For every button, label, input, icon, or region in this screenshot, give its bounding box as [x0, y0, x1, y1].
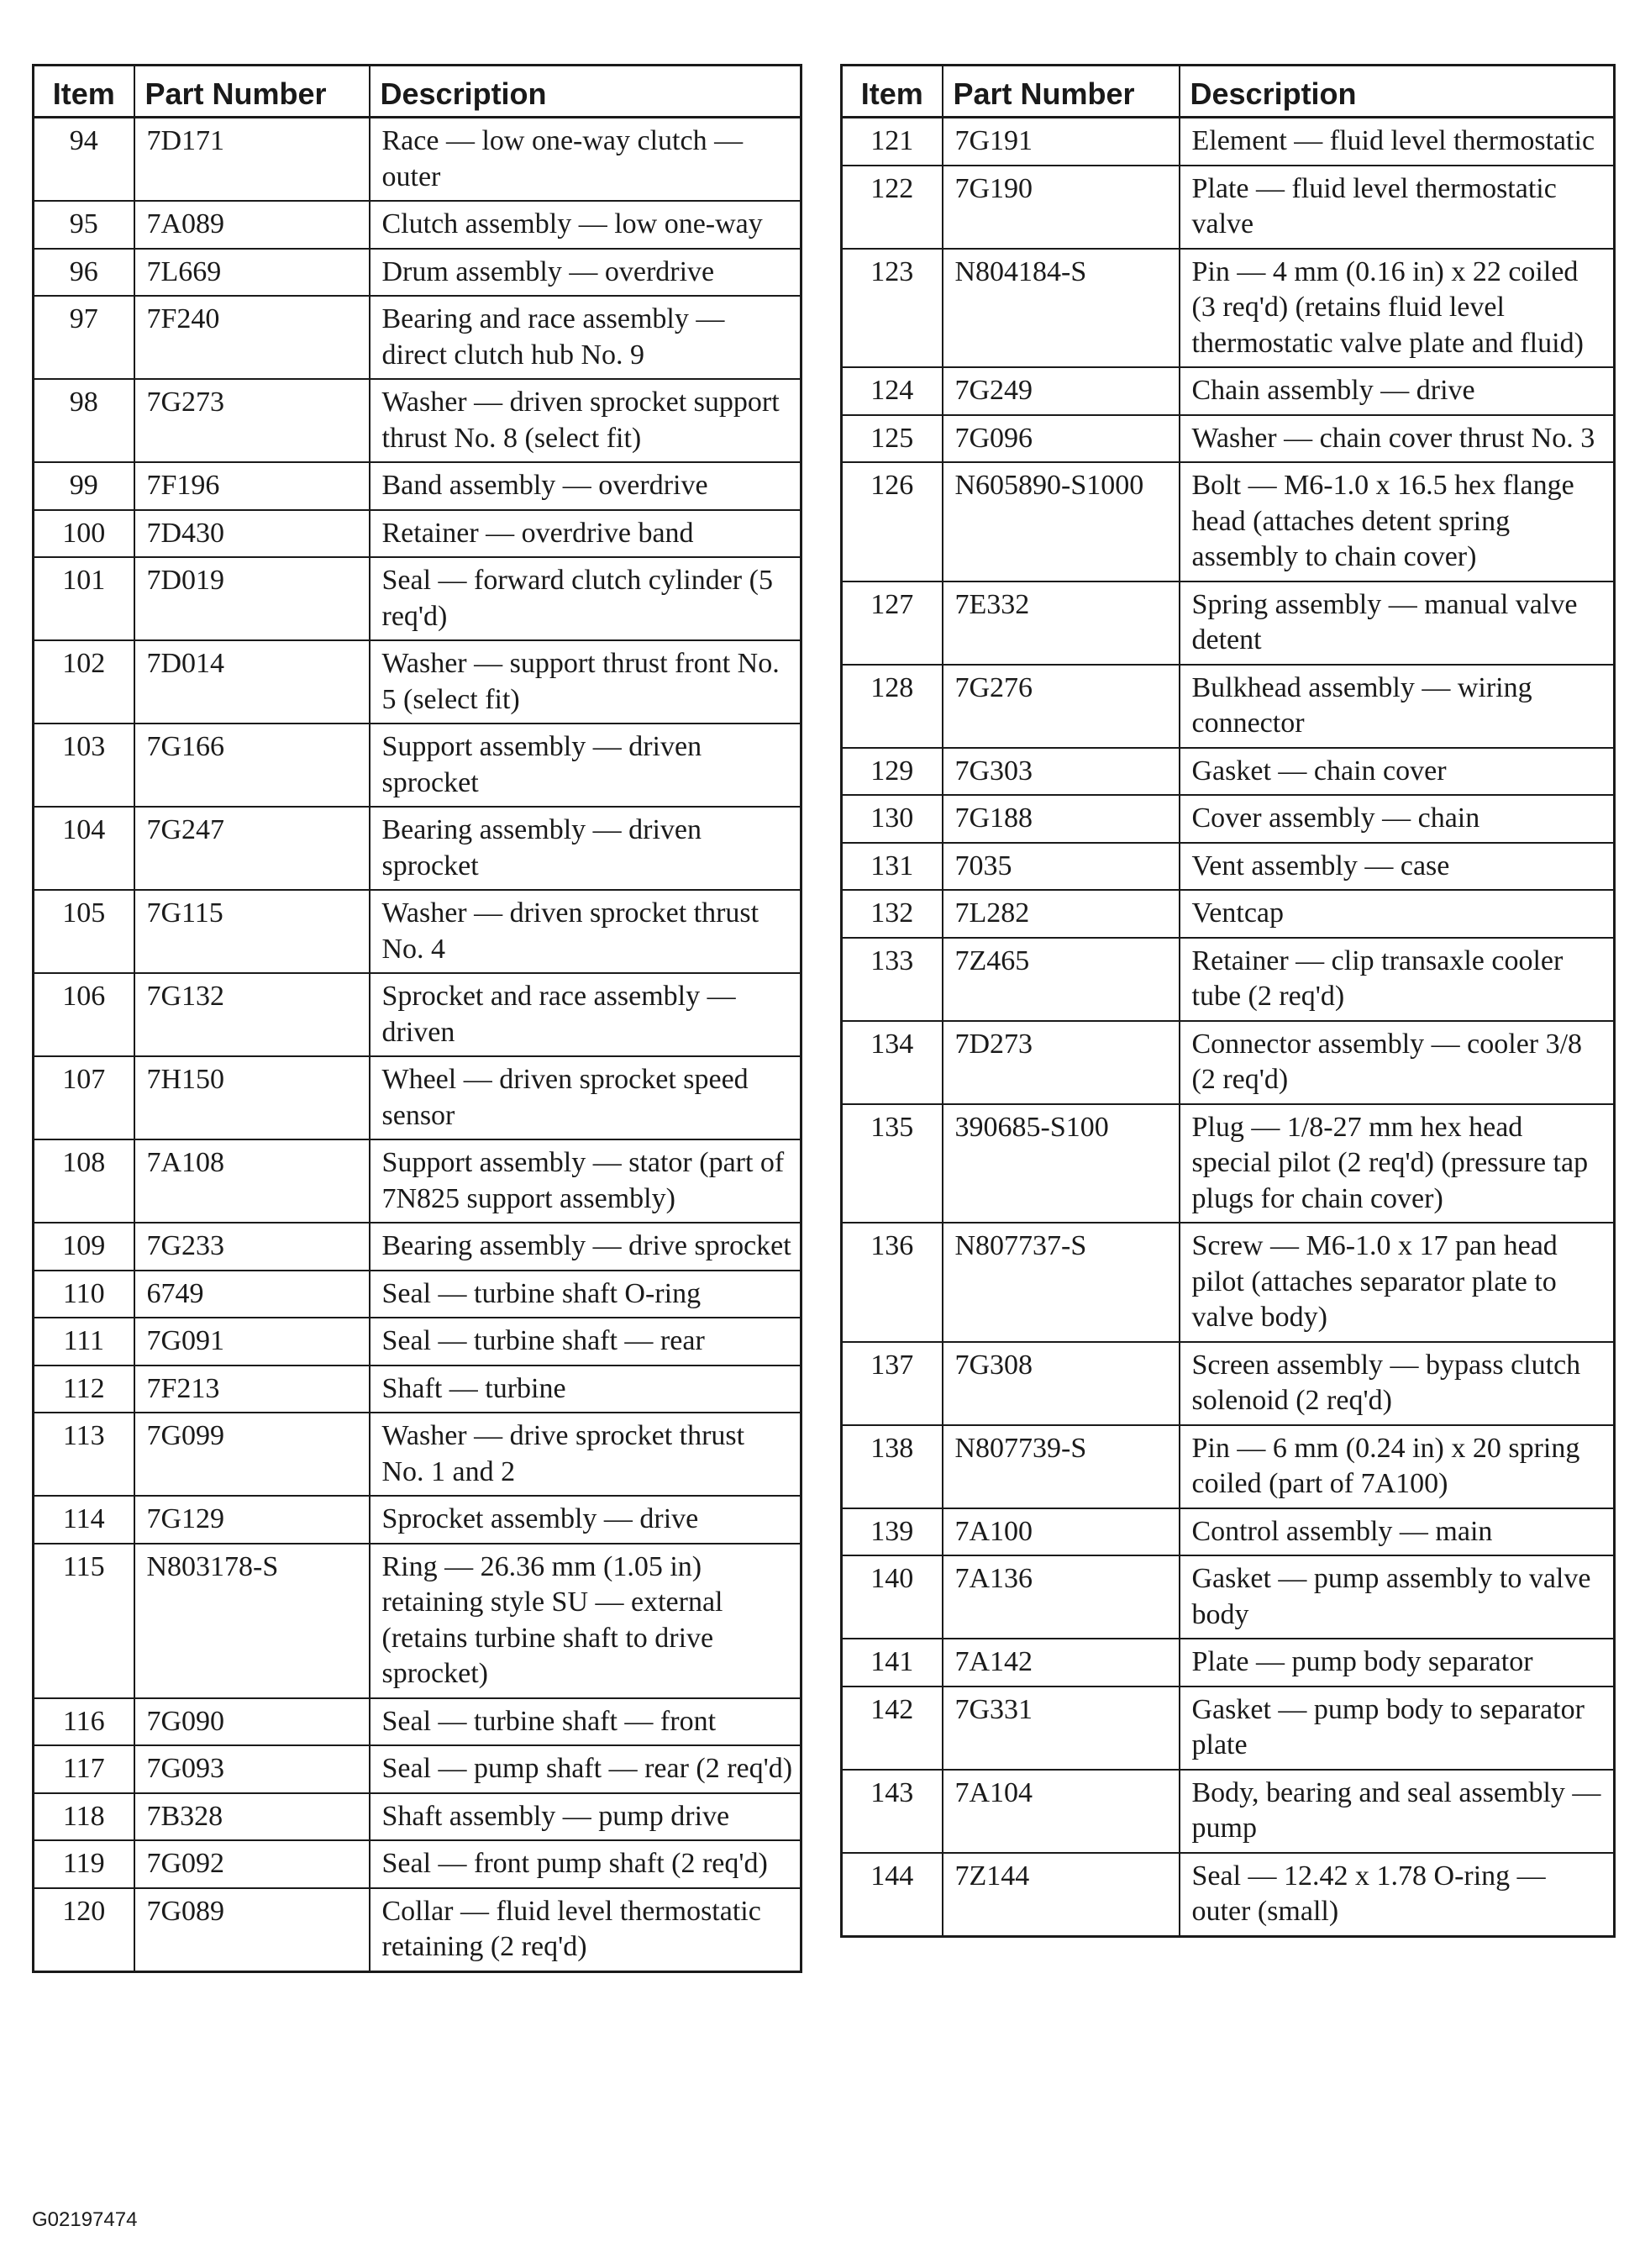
item-cell: 128 [842, 665, 943, 748]
part-number-cell: 7G303 [943, 748, 1180, 796]
description-cell: Race — low one-way clutch — outer [370, 118, 801, 202]
item-cell: 118 [34, 1793, 134, 1841]
table-row [34, 296, 801, 379]
part-number-cell: 7035 [943, 843, 1180, 891]
item-cell: 109 [34, 1223, 134, 1271]
table-row [842, 843, 1615, 891]
table-row [842, 1508, 1615, 1556]
description-cell: Band assembly — overdrive [370, 462, 801, 510]
table-row [842, 1770, 1615, 1853]
description-cell: Spring assembly — manual valve detent [1180, 581, 1615, 665]
item-cell: 100 [34, 510, 134, 558]
description-cell: Clutch assembly — low one-way [370, 201, 801, 249]
description-cell: Washer — driven sprocket support thrust No. 8 (select fit) [370, 379, 801, 462]
part-number-cell: 7G273 [134, 379, 370, 462]
description-cell: Sprocket and race assembly — driven [370, 973, 801, 1056]
item-cell: 106 [34, 973, 134, 1056]
table-row [34, 1888, 801, 1972]
part-number-cell: 7G090 [134, 1698, 370, 1746]
description-cell: Drum assembly — overdrive [370, 249, 801, 297]
item-cell: 99 [34, 462, 134, 510]
description-cell: Washer — chain cover thrust No. 3 [1180, 415, 1615, 463]
part-number-cell: 7G132 [134, 973, 370, 1056]
table-row [34, 249, 801, 297]
table-row [842, 462, 1615, 581]
table-row [34, 1496, 801, 1544]
item-cell: 140 [842, 1555, 943, 1639]
part-number-cell: 7A104 [943, 1770, 1180, 1853]
item-cell: 108 [34, 1139, 134, 1223]
part-number-cell: 7A100 [943, 1508, 1180, 1556]
item-cell: 114 [34, 1496, 134, 1544]
item-cell: 97 [34, 296, 134, 379]
table-row [842, 1021, 1615, 1104]
item-cell: 98 [34, 379, 134, 462]
part-number-cell: 7A108 [134, 1139, 370, 1223]
description-cell: Support assembly — stator (part of 7N825 support assembly) [370, 1139, 801, 1223]
item-cell: 129 [842, 748, 943, 796]
description-cell: Bearing assembly — drive sprocket [370, 1223, 801, 1271]
description-cell: Plate — pump body separator [1180, 1639, 1615, 1687]
item-cell: 115 [34, 1544, 134, 1698]
description-cell: Gasket — chain cover [1180, 748, 1615, 796]
description-cell: Screw — M6-1.0 x 17 pan head pilot (attaches separator plate to valve body) [1180, 1223, 1615, 1342]
item-cell: 121 [842, 118, 943, 166]
item-cell: 130 [842, 795, 943, 843]
part-number-cell: 7G188 [943, 795, 1180, 843]
item-cell: 124 [842, 367, 943, 415]
item-cell: 127 [842, 581, 943, 665]
item-cell: 141 [842, 1639, 943, 1687]
item-cell: 101 [34, 557, 134, 640]
table-row [34, 1698, 801, 1746]
part-number-cell: 6749 [134, 1271, 370, 1318]
table-row [34, 1793, 801, 1841]
column-header-description: Description [1180, 66, 1615, 118]
parts-table-left [32, 64, 802, 1973]
part-number-cell: 7H150 [134, 1056, 370, 1139]
column-header-description: Description [370, 66, 801, 118]
description-cell: Retainer — overdrive band [370, 510, 801, 558]
table-row [34, 1318, 801, 1366]
part-number-cell: 7G249 [943, 367, 1180, 415]
item-cell: 120 [34, 1888, 134, 1972]
description-cell: Control assembly — main [1180, 1508, 1615, 1556]
table-row [34, 1056, 801, 1139]
part-number-cell: 7B328 [134, 1793, 370, 1841]
column-header-part-number: Part Number [943, 66, 1180, 118]
part-number-cell: 7F213 [134, 1366, 370, 1413]
description-cell: Sprocket assembly — drive [370, 1496, 801, 1544]
description-cell: Seal — 12.42 x 1.78 O-ring — outer (small) [1180, 1853, 1615, 1937]
item-cell: 102 [34, 640, 134, 724]
table-row [34, 510, 801, 558]
description-cell: Shaft — turbine [370, 1366, 801, 1413]
table-row [34, 973, 801, 1056]
part-number-cell: 7D171 [134, 118, 370, 202]
table-row [34, 1544, 801, 1698]
part-number-cell: 7G093 [134, 1745, 370, 1793]
description-cell: Body, bearing and seal assembly — pump [1180, 1770, 1615, 1853]
description-cell: Bearing assembly — driven sprocket [370, 807, 801, 890]
part-number-cell: 7A089 [134, 201, 370, 249]
table-row [34, 118, 801, 202]
description-cell: Seal — turbine shaft — rear [370, 1318, 801, 1366]
part-number-cell: 7E332 [943, 581, 1180, 665]
part-number-cell: 7G191 [943, 118, 1180, 166]
table-row [842, 938, 1615, 1021]
description-cell: Pin — 4 mm (0.16 in) x 22 coiled (3 req'd) (retains fluid level thermostatic valve plate and fluid) [1180, 249, 1615, 368]
item-cell: 131 [842, 843, 943, 891]
table-row [34, 640, 801, 724]
description-cell: Bulkhead assembly — wiring connector [1180, 665, 1615, 748]
item-cell: 134 [842, 1021, 943, 1104]
description-cell: Chain assembly — drive [1180, 367, 1615, 415]
part-number-cell: 7G308 [943, 1342, 1180, 1425]
item-cell: 103 [34, 724, 134, 807]
item-cell: 125 [842, 415, 943, 463]
table-row [842, 748, 1615, 796]
part-number-cell: 7D430 [134, 510, 370, 558]
table-row [842, 166, 1615, 249]
table-row [842, 1425, 1615, 1508]
table-row [34, 890, 801, 973]
item-cell: 123 [842, 249, 943, 368]
description-cell: Wheel — driven sprocket speed sensor [370, 1056, 801, 1139]
description-cell: Gasket — pump body to separator plate [1180, 1687, 1615, 1770]
table-row [34, 201, 801, 249]
part-number-cell: N804184-S [943, 249, 1180, 368]
item-cell: 105 [34, 890, 134, 973]
description-cell: Screen assembly — bypass clutch solenoid (2 req'd) [1180, 1342, 1615, 1425]
table-row [842, 367, 1615, 415]
table-row [34, 1139, 801, 1223]
part-number-cell: N807737-S [943, 1223, 1180, 1342]
description-cell: Shaft assembly — pump drive [370, 1793, 801, 1841]
part-number-cell: 7G092 [134, 1840, 370, 1888]
part-number-cell: 7G331 [943, 1687, 1180, 1770]
item-cell: 144 [842, 1853, 943, 1937]
table-row [842, 1555, 1615, 1639]
item-cell: 113 [34, 1413, 134, 1496]
item-cell: 136 [842, 1223, 943, 1342]
description-cell: Washer — driven sprocket thrust No. 4 [370, 890, 801, 973]
table-row [842, 415, 1615, 463]
item-cell: 138 [842, 1425, 943, 1508]
item-cell: 96 [34, 249, 134, 297]
description-cell: Seal — front pump shaft (2 req'd) [370, 1840, 801, 1888]
item-cell: 110 [34, 1271, 134, 1318]
part-number-cell: 7G129 [134, 1496, 370, 1544]
item-cell: 139 [842, 1508, 943, 1556]
table-body-right [842, 118, 1615, 1937]
table-row [34, 807, 801, 890]
description-cell: Bearing and race assembly — direct clutch hub No. 9 [370, 296, 801, 379]
item-cell: 95 [34, 201, 134, 249]
description-cell: Retainer — clip transaxle cooler tube (2 req'd) [1180, 938, 1615, 1021]
part-number-cell: 7G089 [134, 1888, 370, 1972]
item-cell: 112 [34, 1366, 134, 1413]
item-cell: 135 [842, 1104, 943, 1223]
description-cell: Washer — drive sprocket thrust No. 1 and 2 [370, 1413, 801, 1496]
item-cell: 119 [34, 1840, 134, 1888]
item-cell: 122 [842, 166, 943, 249]
table-row [842, 1639, 1615, 1687]
part-number-cell: 7G276 [943, 665, 1180, 748]
part-number-cell: 7F240 [134, 296, 370, 379]
item-cell: 126 [842, 462, 943, 581]
table-row [34, 557, 801, 640]
table-row [34, 1745, 801, 1793]
part-number-cell: 7G247 [134, 807, 370, 890]
item-cell: 111 [34, 1318, 134, 1366]
item-cell: 94 [34, 118, 134, 202]
table-row [842, 1104, 1615, 1223]
description-cell: Ring — 26.36 mm (1.05 in) retaining style SU — external (retains turbine shaft to drive sprocket) [370, 1544, 801, 1698]
description-cell: Washer — support thrust front No. 5 (select fit) [370, 640, 801, 724]
column-header-item: Item [842, 66, 943, 118]
part-number-cell: 7F196 [134, 462, 370, 510]
item-cell: 137 [842, 1342, 943, 1425]
part-number-cell: 7G166 [134, 724, 370, 807]
table-row [842, 1687, 1615, 1770]
description-cell: Plate — fluid level thermostatic valve [1180, 166, 1615, 249]
description-cell: Collar — fluid level thermostatic retaining (2 req'd) [370, 1888, 801, 1972]
part-number-cell: N803178-S [134, 1544, 370, 1698]
item-cell: 142 [842, 1687, 943, 1770]
part-number-cell: 7D014 [134, 640, 370, 724]
item-cell: 116 [34, 1698, 134, 1746]
parts-table-right [840, 64, 1616, 1938]
part-number-cell: 7L669 [134, 249, 370, 297]
column-header-part-number: Part Number [134, 66, 370, 118]
item-cell: 143 [842, 1770, 943, 1853]
part-number-cell: 7Z465 [943, 938, 1180, 1021]
table-row [842, 1342, 1615, 1425]
header-row [34, 66, 801, 118]
table-row [842, 890, 1615, 938]
description-cell: Seal — turbine shaft — front [370, 1698, 801, 1746]
part-number-cell: 7G190 [943, 166, 1180, 249]
part-number-cell: 7G115 [134, 890, 370, 973]
part-number-cell: 7G233 [134, 1223, 370, 1271]
item-cell: 117 [34, 1745, 134, 1793]
item-cell: 133 [842, 938, 943, 1021]
part-number-cell: 7D019 [134, 557, 370, 640]
table-row [842, 118, 1615, 166]
description-cell: Plug — 1/8-27 mm hex head special pilot (2 req'd) (pressure tap plugs for chain cover) [1180, 1104, 1615, 1223]
item-cell: 104 [34, 807, 134, 890]
column-header-item: Item [34, 66, 134, 118]
table-row [34, 1271, 801, 1318]
table-row [34, 379, 801, 462]
table-row [842, 249, 1615, 368]
part-number-cell: N605890-S1000 [943, 462, 1180, 581]
part-number-cell: 7D273 [943, 1021, 1180, 1104]
header-row [842, 66, 1615, 118]
description-cell: Bolt — M6-1.0 x 16.5 hex flange head (attaches detent spring assembly to chain cover) [1180, 462, 1615, 581]
description-cell: Gasket — pump assembly to valve body [1180, 1555, 1615, 1639]
description-cell: Seal — turbine shaft O-ring [370, 1271, 801, 1318]
part-number-cell: N807739-S [943, 1425, 1180, 1508]
part-number-cell: 7A142 [943, 1639, 1180, 1687]
table-row [842, 665, 1615, 748]
table-row [842, 1853, 1615, 1937]
description-cell: Vent assembly — case [1180, 843, 1615, 891]
item-cell: 107 [34, 1056, 134, 1139]
description-cell: Ventcap [1180, 890, 1615, 938]
table-row [842, 795, 1615, 843]
part-number-cell: 7L282 [943, 890, 1180, 938]
description-cell: Cover assembly — chain [1180, 795, 1615, 843]
part-number-cell: 390685-S100 [943, 1104, 1180, 1223]
table-row [34, 1366, 801, 1413]
table-row [34, 1223, 801, 1271]
table-row [34, 462, 801, 510]
item-cell: 132 [842, 890, 943, 938]
figure-id: G02197474 [32, 2208, 138, 2231]
part-number-cell: 7G099 [134, 1413, 370, 1496]
part-number-cell: 7G091 [134, 1318, 370, 1366]
description-cell: Element — fluid level thermostatic [1180, 118, 1615, 166]
part-number-cell: 7Z144 [943, 1853, 1180, 1937]
table-row [842, 1223, 1615, 1342]
description-cell: Connector assembly — cooler 3/8 (2 req'd) [1180, 1021, 1615, 1104]
description-cell: Support assembly — driven sprocket [370, 724, 801, 807]
description-cell: Seal — pump shaft — rear (2 req'd) [370, 1745, 801, 1793]
part-number-cell: 7A136 [943, 1555, 1180, 1639]
description-cell: Pin — 6 mm (0.24 in) x 20 spring coiled (part of 7A100) [1180, 1425, 1615, 1508]
table-row [34, 1413, 801, 1496]
table-body-left [34, 118, 801, 1972]
table-row [842, 581, 1615, 665]
description-cell: Seal — forward clutch cylinder (5 req'd) [370, 557, 801, 640]
table-row [34, 724, 801, 807]
table-row [34, 1840, 801, 1888]
part-number-cell: 7G096 [943, 415, 1180, 463]
